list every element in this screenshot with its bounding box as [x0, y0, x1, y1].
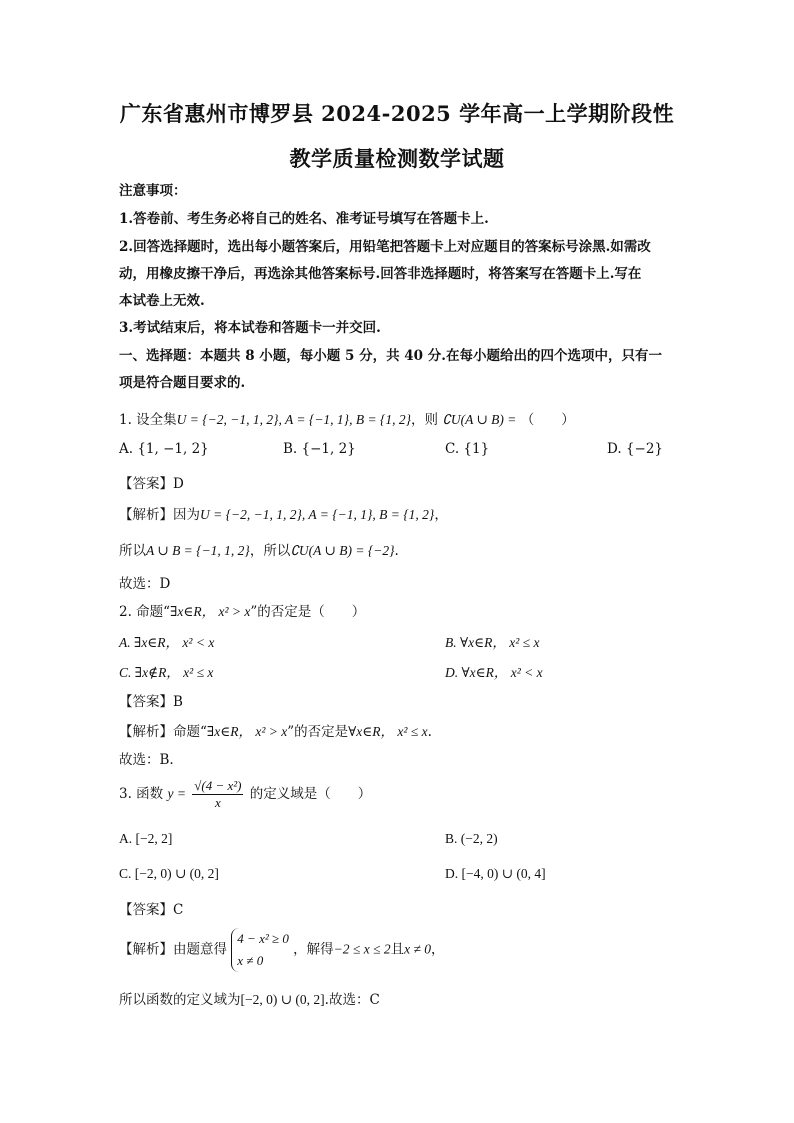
q3-analysis-d: ， — [431, 941, 445, 958]
q3-analysis-math2: x ≠ 0 — [404, 941, 431, 957]
q1-analysis-2 — [119, 539, 399, 559]
q3-final-a: 所以函数的定义域为 — [119, 992, 241, 1008]
notice-heading: 注意事项： — [119, 183, 187, 199]
q1-analysis-2e: . — [394, 543, 399, 559]
notice-item-1: 1.答卷前、考生务必将自己的姓名、准考证号填写在答题卡上. — [119, 211, 489, 227]
title-line-1: 广东省惠州市博罗县 2024-2025 学年高一上学期阶段性 — [119, 101, 675, 126]
q3-final-math: [−2, 0) ∪ (0, 2] — [240, 992, 325, 1007]
notice-item-3: 3.考试结束后，将本试卷和答题卡一并交回. — [119, 320, 381, 336]
q3-analysis-math: −2 ≤ x ≤ 2 — [333, 941, 391, 957]
q2-stem-a: 2. 命题“ — [119, 604, 171, 620]
q1-stem-prefix: 1. 设全集 — [119, 412, 177, 428]
q2-stem-math: ∃x∈R， x² > x — [170, 604, 251, 619]
title-line-2: 教学质量检测数学试题 — [289, 146, 505, 171]
q3-option-a: A. [−2, 2] — [119, 831, 173, 846]
q3-system-row-2: x ≠ 0 — [237, 953, 264, 968]
q1-stem-mid: ，则 — [410, 412, 438, 428]
q1-answer: 【答案】D — [119, 476, 184, 492]
q3-fraction — [192, 778, 243, 811]
q2-analysis-math2: ∀x∈R， x² ≤ x — [348, 724, 428, 739]
q1-option-c: C. {1} — [445, 441, 490, 457]
q2-analysis-label: 【解析】 — [119, 724, 173, 740]
q1-choose: 故选：D — [119, 576, 171, 592]
q1-analysis-2c: ，所以 — [249, 543, 291, 559]
q1-option-d: D. {−2} — [607, 441, 664, 457]
q2-analysis-c: . — [427, 724, 432, 740]
notice-item-2c: 本试卷上无效. — [119, 293, 205, 309]
q2-option-b: B. ∀x∈R， x² ≤ x — [445, 635, 540, 650]
q1-option-b: B. {−1, 2} — [283, 441, 356, 457]
q2-analysis-b: ”的否定是 — [287, 724, 349, 740]
q3-stem-b: 的定义域是（ ） — [249, 786, 372, 802]
q1-analysis-2b: A ∪ B = {−1, 1, 2} — [146, 543, 250, 558]
q3-analysis-b: ，解得 — [293, 941, 334, 958]
q1-analysis-1 — [119, 503, 448, 523]
q3-option-b: B. (−2, 2) — [445, 831, 498, 846]
q1-option-a: A. {1, −1, 2} — [119, 441, 209, 457]
notice-item-2b: 动，用橡皮擦干净后，再选涂其他答案标号.回答非选择题时，将答案写在答题卡上.写在 — [119, 266, 642, 282]
q2-analysis-math1: ∃x∈R， x² > x — [206, 724, 288, 739]
q3-option-d: D. [−4, 0) ∪ (0, 4] — [445, 866, 546, 881]
q3-stem-a: 3. 函数 — [119, 786, 164, 802]
q3-stem — [119, 778, 371, 811]
q3-option-c: C. [−2, 0) ∪ (0, 2] — [119, 866, 219, 881]
q1-stem-suffix: （ ） — [520, 412, 575, 428]
q3-analysis-c: 且 — [390, 941, 405, 958]
q2-option-c: C. ∃x∉R， x² ≤ x — [119, 665, 214, 680]
q1-stem — [119, 408, 575, 428]
q3-stem-y: y = — [167, 786, 186, 801]
q1-analysis-2a: 所以 — [119, 543, 146, 559]
q3-answer: 【答案】C — [119, 902, 184, 918]
q2-choose: 故选：B. — [119, 752, 174, 768]
q1-analysis-1a: 因为 — [173, 507, 200, 523]
q1-analysis-1c: ， — [434, 507, 448, 523]
q3-final-b: .故选：C — [324, 992, 380, 1008]
q2-option-d: D. ∀x∈R， x² < x — [445, 665, 543, 680]
section-heading-b: 项是符合题目要求的. — [119, 375, 246, 391]
q1-analysis-label: 【解析】 — [119, 507, 173, 523]
q2-stem-b: ”的否定是（ ） — [250, 604, 366, 620]
q2-option-a: A. ∃x∈R， x² < x — [119, 635, 215, 650]
q3-final — [119, 988, 380, 1008]
q2-analysis — [119, 720, 432, 740]
q1-analysis-2d: ∁U(A ∪ B) = {−2} — [290, 543, 395, 558]
q3-system-row-1: 4 − x² ≥ 0 — [237, 931, 289, 946]
q1-stem-math2: ∁U(A ∪ B) = — [442, 412, 517, 427]
q3-fraction-numerator: √(4 − x²) — [194, 778, 242, 793]
q1-stem-math: U = {−2, −1, 1, 2}, A = {−1, 1}, B = {1, 2} — [176, 412, 411, 427]
q3-analysis — [119, 928, 445, 972]
q3-analysis-label: 【解析】 — [119, 941, 173, 958]
notice-item-2a: 2.回答选择题时，选出每小题答案后，用铅笔把答题卡上对应题目的答案标号涂黑.如需改 — [119, 239, 651, 255]
q3-fraction-denominator: x — [214, 795, 221, 810]
q2-analysis-a: 命题“ — [173, 724, 207, 740]
q3-system-of-inequalities — [231, 928, 289, 972]
q2-answer: 【答案】B — [119, 694, 183, 710]
q3-analysis-a: 由题意得 — [173, 941, 227, 958]
q1-analysis-1b: U = {−2, −1, 1, 2}, A = {−1, 1}, B = {1, 2} — [200, 507, 435, 522]
section-heading-a: 一、选择题：本题共 8 小题，每小题 5 分，共 40 分.在每小题给出的四个选项中，只有一 — [119, 348, 662, 364]
q2-stem — [119, 600, 365, 620]
